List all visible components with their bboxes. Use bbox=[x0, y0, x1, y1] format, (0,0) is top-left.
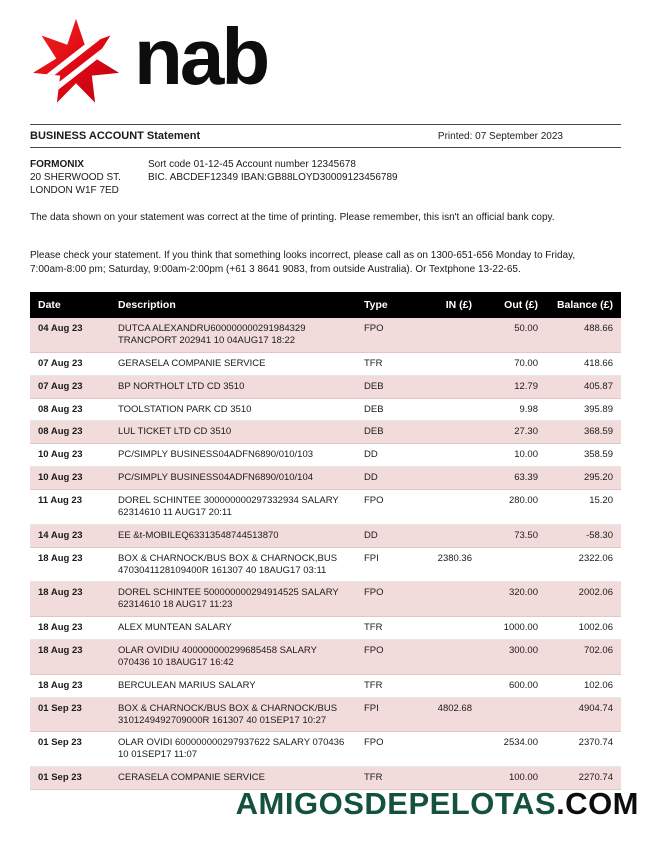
check-notice-text: Please check your statement. If you think that something looks incorrect, please call as on 1300-651-656 Monday to Friday, 7:00am-8:00 pm; Saturday, 9:00am-2:00pm (+61 3 8641 9083, from outside Australia). Or Textphone 13-22-65. bbox=[30, 250, 576, 275]
cell-description: OLAR OVIDIU 400000000299685458 SALARY 070436 10 18AUG17 16:42 bbox=[110, 640, 356, 675]
cell-type: FPO bbox=[356, 732, 418, 767]
cell-date: 08 Aug 23 bbox=[30, 421, 110, 444]
cell-balance: 368.59 bbox=[546, 421, 621, 444]
cell-in bbox=[418, 421, 480, 444]
cell-balance: 395.89 bbox=[546, 398, 621, 421]
cell-description: EE &t-MOBILEQ63313548744513870 bbox=[110, 524, 356, 547]
cell-balance: 358.59 bbox=[546, 444, 621, 467]
cell-balance: 2370.74 bbox=[546, 732, 621, 767]
cell-out: 600.00 bbox=[480, 674, 546, 697]
cell-description: LUL TICKET LTD CD 3510 bbox=[110, 421, 356, 444]
watermark-site-tld: .COM bbox=[556, 786, 639, 821]
cell-type: DD bbox=[356, 524, 418, 547]
cell-balance: 2322.06 bbox=[546, 547, 621, 582]
cell-description: DUTCA ALEXANDRU600000000291984329 TRANCPORT 202941 10 04AUG17 18:22 bbox=[110, 318, 356, 352]
column-header-description: Description bbox=[110, 292, 356, 318]
cell-in bbox=[418, 732, 480, 767]
cell-in bbox=[418, 524, 480, 547]
account-block bbox=[30, 158, 621, 197]
transaction-row bbox=[30, 640, 621, 675]
cell-type: TFR bbox=[356, 352, 418, 375]
address-line-1: 20 SHERWOOD ST. bbox=[30, 172, 121, 183]
printed-date: Printed: 07 September 2023 bbox=[437, 130, 563, 142]
cell-description: OLAR OVIDI 600000000297937622 SALARY 070436 10 01SEP17 11:07 bbox=[110, 732, 356, 767]
transaction-row bbox=[30, 617, 621, 640]
statement-title: BUSINESS ACCOUNT Statement bbox=[30, 130, 201, 142]
cell-date: 18 Aug 23 bbox=[30, 640, 110, 675]
cell-in bbox=[418, 375, 480, 398]
cell-description: DOREL SCHINTEE 500000000294914525 SALARY 62314610 18 AUG17 11:23 bbox=[110, 582, 356, 617]
cell-type: TFR bbox=[356, 617, 418, 640]
cell-date: 07 Aug 23 bbox=[30, 352, 110, 375]
nab-logo bbox=[30, 14, 621, 112]
cell-balance: 488.66 bbox=[546, 318, 621, 352]
cell-type: TFR bbox=[356, 674, 418, 697]
cell-date: 01 Sep 23 bbox=[30, 767, 110, 790]
address-line-2: LONDON W1F 7ED bbox=[30, 185, 119, 196]
cell-balance: 2270.74 bbox=[546, 767, 621, 790]
cell-type: DD bbox=[356, 444, 418, 467]
cell-balance: 102.06 bbox=[546, 674, 621, 697]
cell-out: 63.39 bbox=[480, 467, 546, 490]
watermark-site-name: AMIGOSDEPELOTAS bbox=[235, 786, 557, 821]
cell-description: DOREL SCHINTEE 300000000297332934 SALARY 62314610 11 AUG17 20:11 bbox=[110, 490, 356, 525]
cell-type: FPO bbox=[356, 640, 418, 675]
cell-in bbox=[418, 318, 480, 352]
cell-date: 10 Aug 23 bbox=[30, 467, 110, 490]
bic-iban-line: BIC. ABCDEF12349 IBAN:GB88LOYD30009123456789 bbox=[148, 172, 398, 183]
cell-in bbox=[418, 398, 480, 421]
cell-out: 27.30 bbox=[480, 421, 546, 444]
cell-out: 9.98 bbox=[480, 398, 546, 421]
transaction-row bbox=[30, 444, 621, 467]
nab-star-icon bbox=[30, 17, 122, 109]
cell-out: 2534.00 bbox=[480, 732, 546, 767]
cell-date: 04 Aug 23 bbox=[30, 318, 110, 352]
cell-type: FPI bbox=[356, 697, 418, 732]
cell-in bbox=[418, 617, 480, 640]
cell-date: 11 Aug 23 bbox=[30, 490, 110, 525]
cell-type: FPO bbox=[356, 318, 418, 352]
cell-out bbox=[480, 697, 546, 732]
cell-out bbox=[480, 547, 546, 582]
cell-description: GERASELA COMPANIE SERVICE bbox=[110, 352, 356, 375]
brand-text: nab bbox=[134, 12, 268, 101]
header-row bbox=[30, 292, 621, 318]
column-header-out: Out (£) bbox=[480, 292, 546, 318]
cell-out: 73.50 bbox=[480, 524, 546, 547]
cell-out: 300.00 bbox=[480, 640, 546, 675]
transaction-row bbox=[30, 524, 621, 547]
cell-in bbox=[418, 674, 480, 697]
cell-in: 4802.68 bbox=[418, 697, 480, 732]
cell-balance: 405.87 bbox=[546, 375, 621, 398]
cell-description: CERASELA COMPANIE SERVICE bbox=[110, 767, 356, 790]
cell-type: TFR bbox=[356, 767, 418, 790]
transactions-head bbox=[30, 292, 621, 318]
cell-balance: 418.66 bbox=[546, 352, 621, 375]
cell-balance: -58.30 bbox=[546, 524, 621, 547]
cell-type: FPI bbox=[356, 547, 418, 582]
transaction-row bbox=[30, 318, 621, 352]
cell-description: PC/SIMPLY BUSINESS04ADFN6890/010/103 bbox=[110, 444, 356, 467]
transaction-row bbox=[30, 697, 621, 732]
cell-out: 10.00 bbox=[480, 444, 546, 467]
cell-in bbox=[418, 582, 480, 617]
account-address bbox=[30, 158, 148, 197]
cell-date: 18 Aug 23 bbox=[30, 547, 110, 582]
column-header-in: IN (£) bbox=[418, 292, 480, 318]
column-header-type: Type bbox=[356, 292, 418, 318]
bank-details bbox=[148, 158, 398, 197]
transaction-row bbox=[30, 674, 621, 697]
account-holder-name: FORMONIX bbox=[30, 159, 84, 170]
cell-date: 18 Aug 23 bbox=[30, 674, 110, 697]
cell-date: 01 Sep 23 bbox=[30, 697, 110, 732]
cell-type: FPO bbox=[356, 490, 418, 525]
cell-description: PC/SIMPLY BUSINESS04ADFN6890/010/104 bbox=[110, 467, 356, 490]
transaction-row bbox=[30, 375, 621, 398]
cell-date: 18 Aug 23 bbox=[30, 617, 110, 640]
cell-type: DD bbox=[356, 467, 418, 490]
disclaimer-text: The data shown on your statement was correct at the time of printing. Please remember, this isn't an official bank copy. bbox=[30, 212, 555, 223]
column-header-date: Date bbox=[30, 292, 110, 318]
cell-description: BERCULEAN MARIUS SALARY bbox=[110, 674, 356, 697]
cell-description: BOX & CHARNOCK/BUS BOX & CHARNOCK/BUS 3101249492709000R 161307 40 01SEP17 10:27 bbox=[110, 697, 356, 732]
cell-balance: 1002.06 bbox=[546, 617, 621, 640]
transactions-body bbox=[30, 318, 621, 790]
cell-description: BOX & CHARNOCK/BUS BOX & CHARNOCK,BUS 4703041128109400R 161307 40 18AUG17 03:11 bbox=[110, 547, 356, 582]
cell-out: 70.00 bbox=[480, 352, 546, 375]
cell-balance: 4904.74 bbox=[546, 697, 621, 732]
cell-out: 320.00 bbox=[480, 582, 546, 617]
cell-in bbox=[418, 467, 480, 490]
cell-description: TOOLSTATION PARK CD 3510 bbox=[110, 398, 356, 421]
cell-in bbox=[418, 444, 480, 467]
transactions-table bbox=[30, 292, 621, 790]
cell-description: ALEX MUNTEAN SALARY bbox=[110, 617, 356, 640]
cell-date: 18 Aug 23 bbox=[30, 582, 110, 617]
cell-date: 14 Aug 23 bbox=[30, 524, 110, 547]
statement-header bbox=[30, 125, 621, 147]
cell-balance: 702.06 bbox=[546, 640, 621, 675]
cell-out: 1000.00 bbox=[480, 617, 546, 640]
cell-out: 100.00 bbox=[480, 767, 546, 790]
transaction-row bbox=[30, 467, 621, 490]
sort-code-account-line: Sort code 01-12-45 Account number 12345678 bbox=[148, 159, 356, 170]
cell-date: 07 Aug 23 bbox=[30, 375, 110, 398]
column-header-balance: Balance (£) bbox=[546, 292, 621, 318]
cell-description: BP NORTHOLT LTD CD 3510 bbox=[110, 375, 356, 398]
cell-type: FPO bbox=[356, 582, 418, 617]
divider-header-bottom bbox=[30, 147, 621, 148]
cell-in: 2380.36 bbox=[418, 547, 480, 582]
transaction-row bbox=[30, 398, 621, 421]
transaction-row bbox=[30, 490, 621, 525]
cell-balance: 295.20 bbox=[546, 467, 621, 490]
cell-date: 10 Aug 23 bbox=[30, 444, 110, 467]
cell-balance: 15.20 bbox=[546, 490, 621, 525]
transaction-row bbox=[30, 421, 621, 444]
transaction-row bbox=[30, 547, 621, 582]
cell-date: 08 Aug 23 bbox=[30, 398, 110, 421]
cell-out: 12.79 bbox=[480, 375, 546, 398]
transaction-row bbox=[30, 732, 621, 767]
cell-out: 280.00 bbox=[480, 490, 546, 525]
watermark-site bbox=[236, 786, 639, 822]
cell-date: 01 Sep 23 bbox=[30, 732, 110, 767]
cell-type: DEB bbox=[356, 398, 418, 421]
transaction-row bbox=[30, 582, 621, 617]
cell-out: 50.00 bbox=[480, 318, 546, 352]
cell-balance: 2002.06 bbox=[546, 582, 621, 617]
transaction-row bbox=[30, 352, 621, 375]
cell-type: DEB bbox=[356, 421, 418, 444]
cell-in bbox=[418, 352, 480, 375]
cell-in bbox=[418, 490, 480, 525]
cell-type: DEB bbox=[356, 375, 418, 398]
cell-in bbox=[418, 640, 480, 675]
